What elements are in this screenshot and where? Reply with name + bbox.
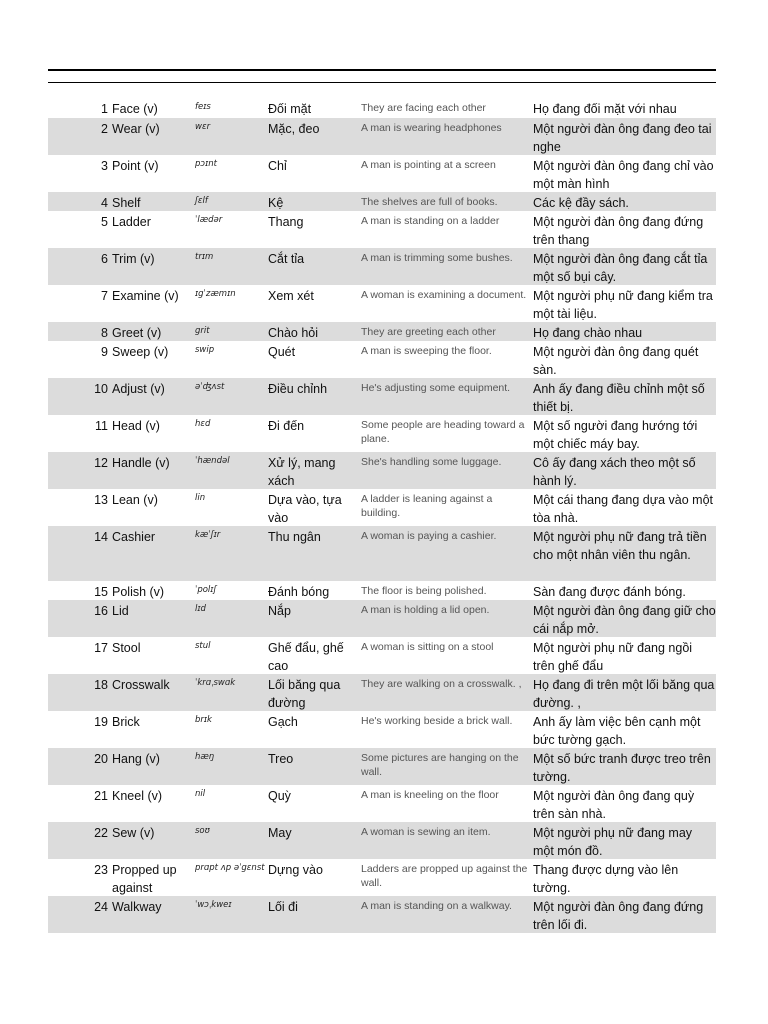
vocab-word: Stool: [112, 641, 141, 655]
row-number: 15: [94, 585, 108, 599]
row-number: 7: [101, 289, 108, 303]
ipa-transcription: ʃɛlf: [195, 196, 208, 206]
vocab-word: Polish (v): [112, 585, 165, 599]
example-sentence: A woman is sewing an item.: [361, 826, 491, 838]
example-translation: Anh ấy đang điều chỉnh một số thiết bị.: [533, 382, 705, 414]
vocab-word: Walkway: [112, 900, 162, 914]
table-row: [48, 452, 716, 489]
table-row: [48, 581, 716, 600]
table-row: [48, 192, 716, 211]
vocab-word: Crosswalk: [112, 678, 170, 692]
ipa-transcription: hɛd: [195, 419, 211, 429]
example-translation: Anh ấy làm việc bên cạnh một bức tường gạch.: [533, 715, 701, 747]
vietnamese-meaning: May: [268, 826, 292, 840]
row-number: 4: [101, 196, 108, 210]
row-number: 6: [101, 252, 108, 266]
vietnamese-meaning: Treo: [268, 752, 294, 766]
example-translation: Một người đàn ông đang đứng trên lối đi.: [533, 900, 704, 932]
example-translation: Một số bức tranh được treo trên tường.: [533, 752, 711, 784]
vietnamese-meaning: Đánh bóng: [268, 585, 330, 599]
vietnamese-meaning: Đi đến: [268, 419, 305, 433]
example-translation: Sàn đang được đánh bóng.: [533, 585, 686, 599]
vocab-word: Face (v): [112, 102, 158, 116]
example-sentence: A man is pointing at a screen: [361, 159, 496, 171]
vietnamese-meaning: Gạch: [268, 715, 298, 729]
vietnamese-meaning: Xem xét: [268, 289, 314, 303]
example-sentence: The floor is being polished.: [361, 585, 487, 597]
example-translation: Một số người đang hướng tới một chiếc máy bay.: [533, 419, 698, 451]
vocab-word: Propped up against: [112, 863, 177, 895]
ipa-transcription: swip: [195, 345, 215, 355]
vietnamese-meaning: Điều chỉnh: [268, 382, 328, 396]
example-sentence: They are facing each other: [361, 102, 486, 114]
table-row: [48, 248, 716, 285]
ipa-transcription: prɑpt ʌp əˈgɛnst: [195, 863, 265, 873]
ipa-transcription: hæŋ: [195, 752, 215, 762]
vietnamese-meaning: Nắp: [268, 604, 291, 618]
example-sentence: A ladder is leaning against a building.: [361, 493, 493, 519]
example-translation: Một người phụ nữ đang may một món đồ.: [533, 826, 693, 858]
row-number: 22: [94, 826, 108, 840]
example-translation: Một người đàn ông đang quỳ trên sàn nhà.: [533, 789, 695, 821]
table-row: [48, 155, 716, 192]
example-sentence: The shelves are full of books.: [361, 196, 498, 208]
example-sentence: A woman is examining a document.: [361, 289, 527, 301]
ipa-transcription: pɔɪnt: [195, 159, 217, 169]
example-translation: Một người đàn ông đang chỉ vào một màn hình: [533, 159, 714, 191]
row-number: 3: [101, 159, 108, 173]
example-translation: Cô ấy đang xách theo một số hành lý.: [533, 456, 696, 488]
vietnamese-meaning: Lối băng qua đường: [268, 678, 341, 710]
example-translation: Một người đàn ông đang giữ cho cái nắp mở.: [533, 604, 716, 636]
row-number: 1: [101, 102, 108, 116]
example-translation: Một cái thang đang dựa vào một tòa nhà.: [533, 493, 714, 525]
vocab-word: Lid: [112, 604, 129, 618]
table-row: [48, 711, 716, 748]
vocab-word: Sew (v): [112, 826, 155, 840]
ipa-transcription: ˈpolɪʃ: [195, 585, 217, 595]
ipa-transcription: brɪk: [195, 715, 212, 725]
example-sentence: She's handling some luggage.: [361, 456, 502, 468]
table-row: [48, 341, 716, 378]
example-translation: Thang được dựng vào lên tường.: [533, 863, 679, 895]
ipa-transcription: ˈhændəl: [195, 456, 230, 466]
example-sentence: He's working beside a brick wall.: [361, 715, 513, 727]
ipa-transcription: ˈkrɑˌswɑk: [195, 678, 236, 688]
row-number: 2: [101, 122, 108, 136]
example-translation: Các kệ đầy sách.: [533, 196, 629, 210]
vocab-word: Adjust (v): [112, 382, 165, 396]
ipa-transcription: ɪgˈzæmɪn: [195, 289, 236, 299]
example-translation: Họ đang đối mặt với nhau: [533, 102, 677, 116]
example-sentence: Ladders are propped up against the wall.: [361, 863, 528, 889]
row-number: 10: [94, 382, 108, 396]
table-row: [48, 785, 716, 822]
example-translation: Một người đàn ông đang đeo tai nghe: [533, 122, 712, 154]
row-number: 24: [94, 900, 108, 914]
ipa-transcription: lɪd: [195, 604, 206, 614]
example-sentence: Some people are heading toward a plane.: [361, 419, 525, 445]
row-number: 5: [101, 215, 108, 229]
ipa-transcription: wɛr: [195, 122, 211, 132]
table-row: [48, 322, 716, 341]
ipa-transcription: feɪs: [195, 102, 211, 112]
vocab-word: Shelf: [112, 196, 141, 210]
vietnamese-meaning: Kệ: [268, 196, 284, 210]
example-sentence: A man is wearing headphones: [361, 122, 502, 134]
vietnamese-meaning: Quét: [268, 345, 296, 359]
vocab-word: Head (v): [112, 419, 160, 433]
row-number: 18: [94, 678, 108, 692]
example-sentence: A man is sweeping the floor.: [361, 345, 492, 357]
vietnamese-meaning: Ghế đẩu, ghế cao: [268, 641, 344, 673]
table-row: [48, 600, 716, 637]
vocab-word: Hang (v): [112, 752, 160, 766]
ipa-transcription: ˈlædər: [195, 215, 223, 225]
vocab-word: Trim (v): [112, 252, 155, 266]
vietnamese-meaning: Dựa vào, tựa vào: [268, 493, 342, 525]
example-sentence: He's adjusting some equipment.: [361, 382, 511, 394]
example-sentence: A man is standing on a walkway.: [361, 900, 512, 912]
ipa-transcription: stul: [195, 641, 211, 651]
vocab-word: Kneel (v): [112, 789, 163, 803]
table-row: [48, 98, 716, 118]
example-sentence: They are greeting each other: [361, 326, 496, 338]
vietnamese-meaning: Chào hỏi: [268, 326, 319, 340]
example-sentence: A man is standing on a ladder: [361, 215, 500, 227]
table-row: [48, 378, 716, 415]
row-number: 9: [101, 345, 108, 359]
example-translation: Họ đang đi trên một lối băng qua đường. ,: [533, 678, 715, 710]
ipa-transcription: soʊ: [195, 826, 210, 836]
vietnamese-meaning: Đối mặt: [268, 102, 312, 116]
row-number: 13: [94, 493, 108, 507]
ipa-transcription: trɪm: [195, 252, 214, 262]
row-number: 11: [95, 419, 108, 433]
table-row: [48, 526, 716, 581]
example-translation: Một người đàn ông đang cắt tỉa một số bụi cây.: [533, 252, 708, 284]
row-number: 21: [94, 789, 108, 803]
vocab-word: Cashier: [112, 530, 156, 544]
ipa-transcription: əˈʤʌst: [195, 382, 225, 392]
table-row: [48, 674, 716, 711]
table-row: [48, 118, 716, 155]
vietnamese-meaning: Dựng vào: [268, 863, 323, 877]
row-number: 19: [94, 715, 108, 729]
example-sentence: A man is kneeling on the floor: [361, 789, 499, 801]
example-sentence: A man is holding a lid open.: [361, 604, 490, 616]
vocab-word: Brick: [112, 715, 140, 729]
table-row: [48, 748, 716, 785]
row-number: 8: [101, 326, 108, 340]
example-sentence: A woman is sitting on a stool: [361, 641, 494, 653]
example-translation: Một người đàn ông đang đứng trên thang: [533, 215, 704, 247]
vocab-word: Lean (v): [112, 493, 158, 507]
example-sentence: They are walking on a crosswalk. ,: [361, 678, 522, 690]
table-row: [48, 489, 716, 526]
vietnamese-meaning: Quỳ: [268, 789, 291, 803]
row-number: 17: [94, 641, 108, 655]
vocab-word: Handle (v): [112, 456, 170, 470]
row-number: 23: [94, 863, 108, 877]
vietnamese-meaning: Lối đi: [268, 900, 298, 914]
vocab-word: Point (v): [112, 159, 159, 173]
vietnamese-meaning: Chỉ: [268, 159, 287, 173]
ipa-transcription: kæˈʃɪr: [195, 530, 221, 540]
table-row: [48, 859, 716, 896]
vocab-word: Ladder: [112, 215, 151, 229]
vocab-word: Greet (v): [112, 326, 162, 340]
vietnamese-meaning: Thang: [268, 215, 304, 229]
table-row: [48, 415, 716, 452]
vocab-word: Wear (v): [112, 122, 160, 136]
example-sentence: A man is trimming some bushes.: [361, 252, 513, 264]
example-translation: Một người phụ nữ đang kiểm tra một tài liệu.: [533, 289, 713, 321]
vocab-word: Examine (v): [112, 289, 179, 303]
ipa-transcription: grit: [195, 326, 210, 336]
row-number: 12: [94, 456, 108, 470]
vietnamese-meaning: Thu ngân: [268, 530, 321, 544]
vietnamese-meaning: Xử lý, mang xách: [268, 456, 336, 488]
ipa-transcription: ˈwɔˌkweɪ: [195, 900, 232, 910]
table-row: [48, 211, 716, 248]
vocabulary-table: [48, 98, 716, 933]
table-row: [48, 637, 716, 674]
vietnamese-meaning: Cắt tỉa: [268, 252, 305, 266]
ipa-transcription: nil: [195, 789, 206, 799]
table-row: [48, 896, 716, 933]
table-row: [48, 822, 716, 859]
example-translation: Một người đàn ông đang quét sàn.: [533, 345, 699, 377]
header-rule: [48, 82, 716, 83]
row-number: 14: [94, 530, 108, 544]
vocab-word: Sweep (v): [112, 345, 169, 359]
example-translation: Họ đang chào nhau: [533, 326, 643, 340]
vietnamese-meaning: Mặc, đeo: [268, 122, 320, 136]
ipa-transcription: lin: [195, 493, 206, 503]
row-number: 16: [94, 604, 108, 618]
example-translation: Một người phụ nữ đang trả tiền cho một nhân viên thu ngân.: [533, 530, 707, 562]
top-rule: [48, 69, 716, 71]
example-sentence: Some pictures are hanging on the wall.: [361, 752, 519, 778]
example-translation: Một người phụ nữ đang ngồi trên ghế đẩu: [533, 641, 693, 673]
example-sentence: A woman is paying a cashier.: [361, 530, 497, 542]
table-row: [48, 285, 716, 322]
row-number: 20: [94, 752, 108, 766]
